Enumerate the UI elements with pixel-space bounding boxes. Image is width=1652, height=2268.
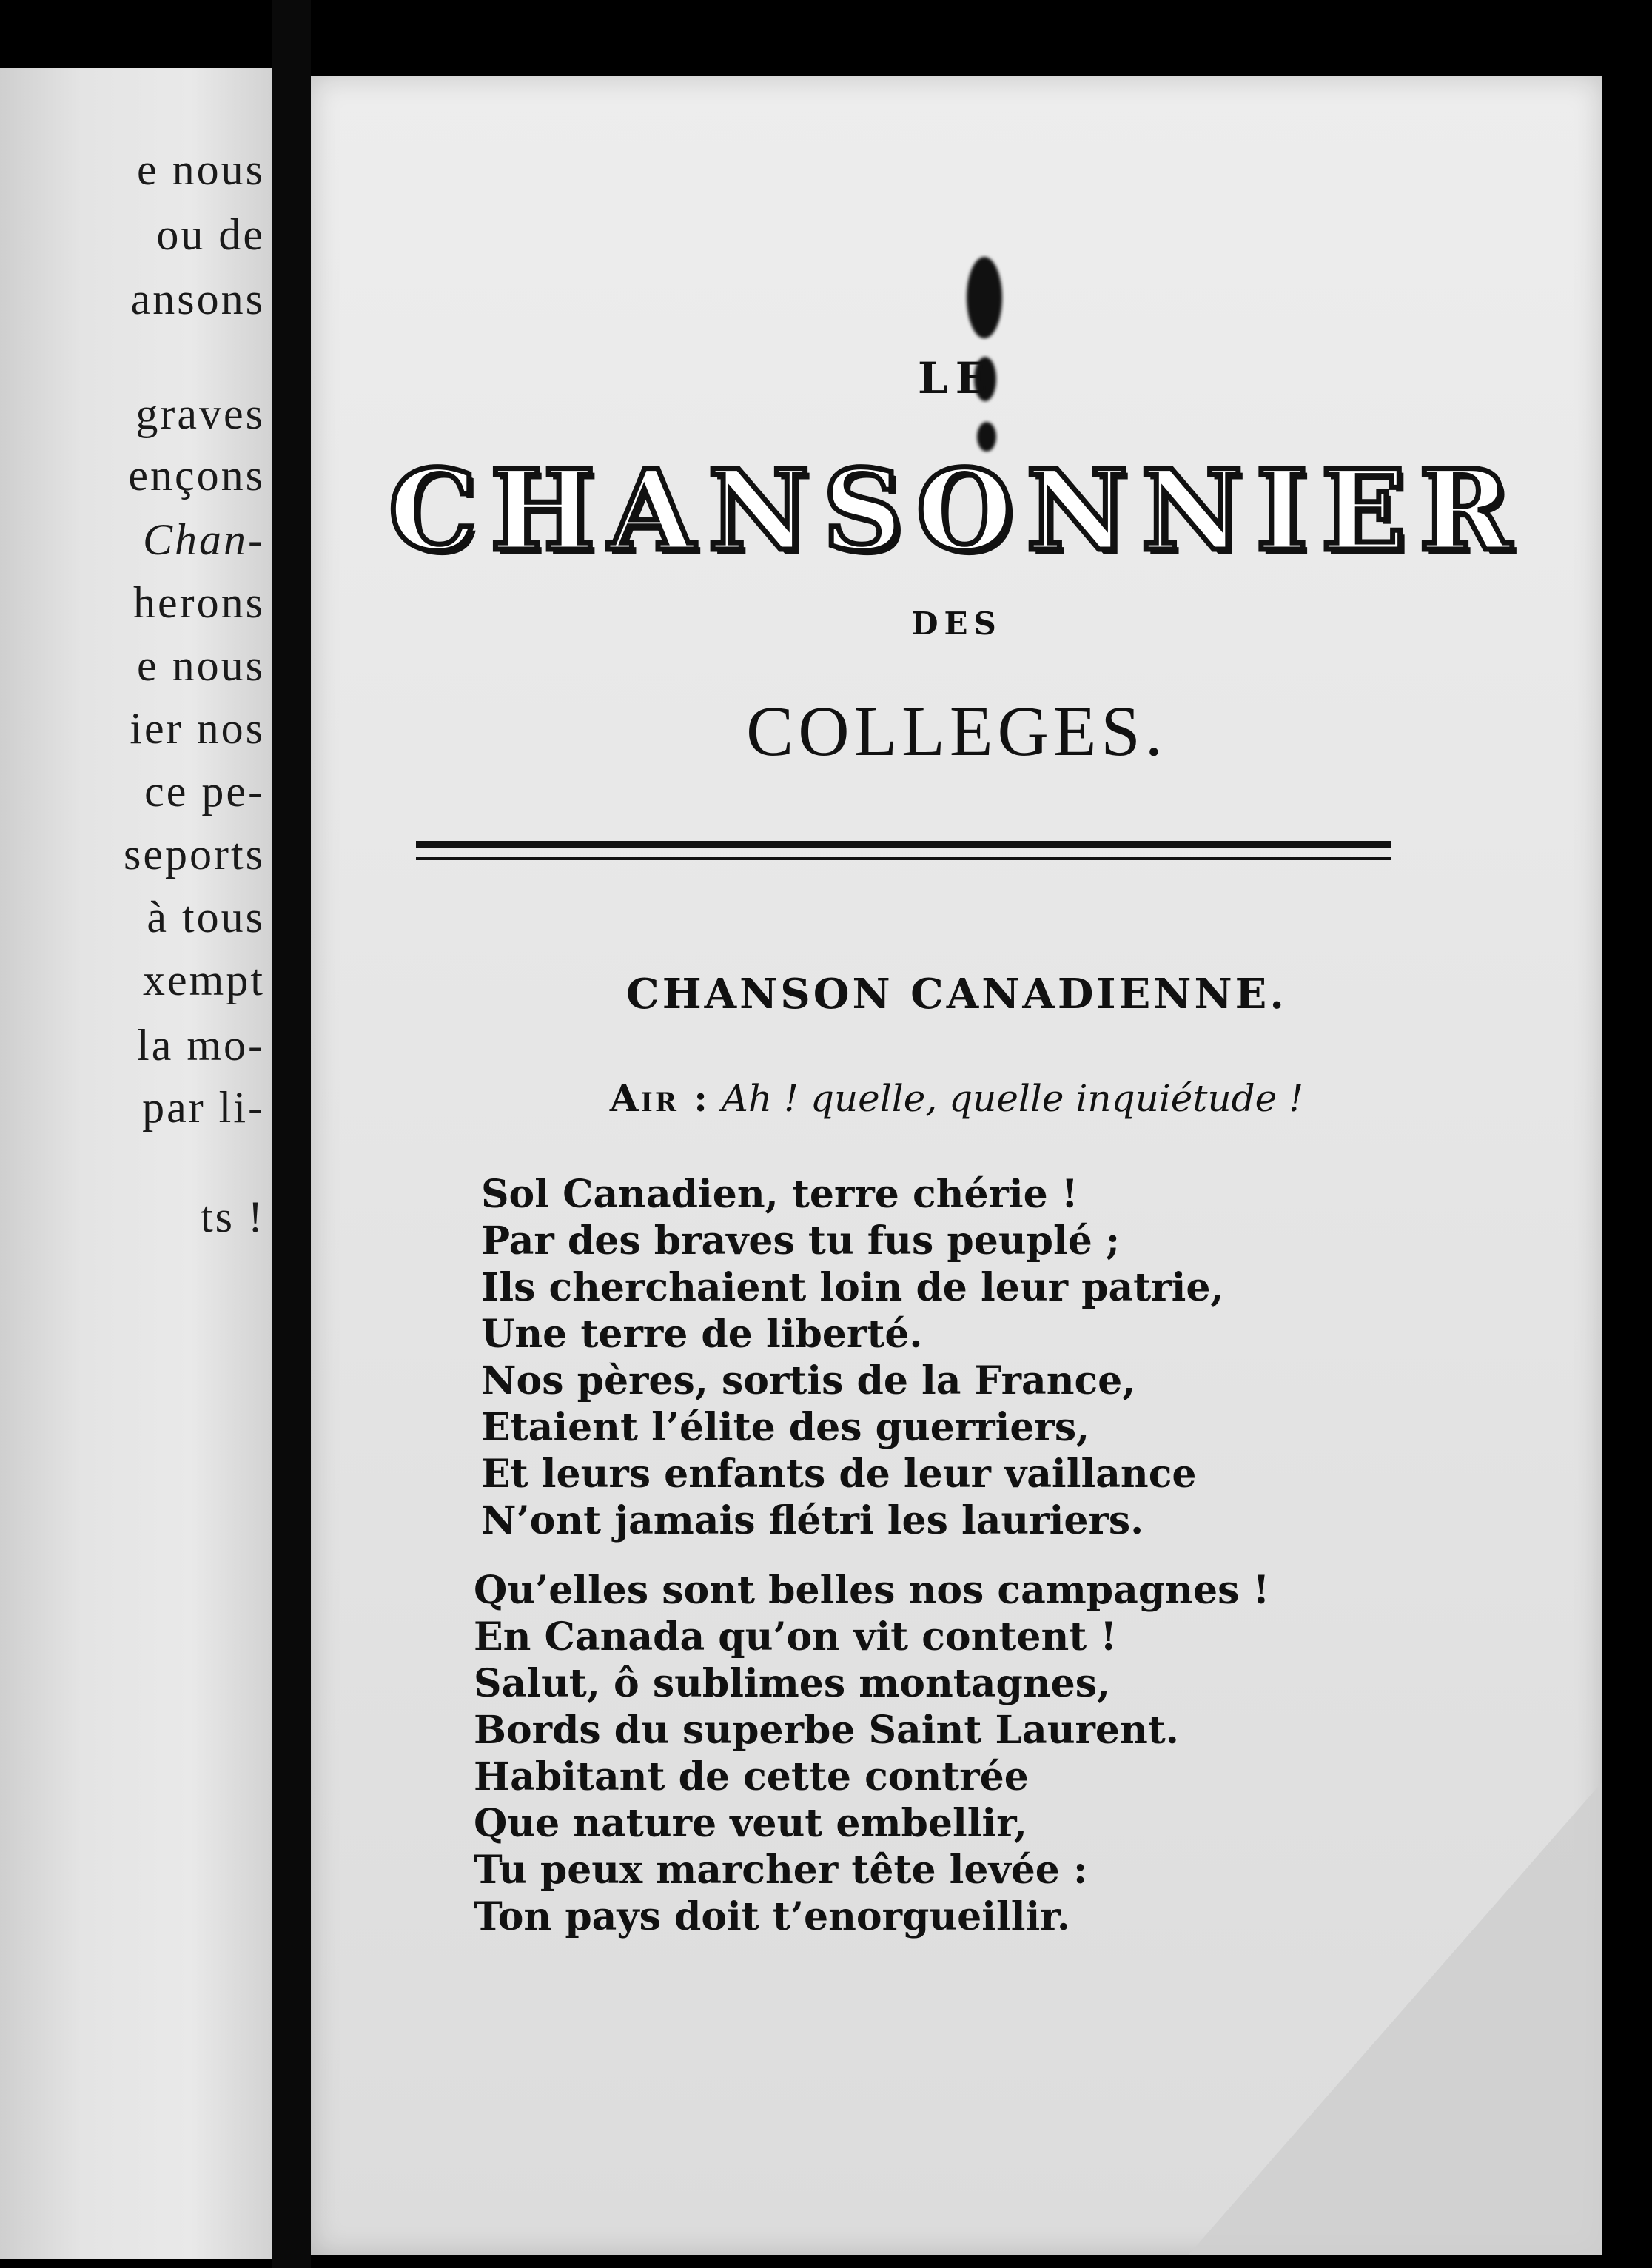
verse-line: Par des braves tu fus peuplé ; xyxy=(481,1218,1121,1264)
left-page-line: xempt xyxy=(143,956,265,1004)
verse-line: Et leurs enfants de leur vaillance xyxy=(481,1452,1197,1497)
left-page-line: ce pe- xyxy=(144,767,265,816)
title-rule-thin xyxy=(416,857,1391,860)
ink-blot xyxy=(967,257,1002,338)
verse-line: Ton pays doit t’enorgueillir. xyxy=(474,1894,1070,1939)
verse-line: Ils cherchaient loin de leur patrie, xyxy=(481,1265,1224,1310)
left-page-line: e nous xyxy=(137,641,265,690)
title-des: DES xyxy=(911,605,1002,642)
verse-line: N’ont jamais flétri les lauriers. xyxy=(481,1498,1144,1543)
verse-line: Salut, ô sublimes montagnes, xyxy=(474,1661,1111,1706)
verse-line: Bords du superbe Saint Laurent. xyxy=(474,1708,1179,1753)
left-page-line: ou de xyxy=(156,210,265,259)
verse-line: Tu peux marcher tête levée : xyxy=(474,1848,1088,1893)
title-page xyxy=(311,76,1602,2255)
verse-2 xyxy=(474,1567,1436,1940)
title-colleges: COLLEGES. xyxy=(746,691,1167,771)
left-page-line: ençons xyxy=(128,451,265,500)
title-rule xyxy=(416,841,1391,848)
air-label: Air : xyxy=(609,1076,710,1120)
verse-1 xyxy=(481,1171,1443,1544)
left-page-line: la mo- xyxy=(137,1021,265,1070)
air-line xyxy=(311,1076,1602,1120)
left-page-line: e nous xyxy=(137,145,265,194)
left-page-line: ansons xyxy=(130,275,265,323)
song-title: CHANSON CANADIENNE. xyxy=(626,970,1287,1019)
book-gutter xyxy=(272,0,311,2268)
left-page-line: par li- xyxy=(142,1083,265,1132)
left-page-line: ier nos xyxy=(130,704,265,753)
verse-line: Habitant de cette contrée xyxy=(474,1754,1029,1799)
verse-line: Que nature veut embellir, xyxy=(474,1801,1027,1846)
left-page-line: graves xyxy=(135,389,265,438)
left-page-line: Chan- xyxy=(143,515,265,564)
air-tune: Ah ! quelle, quelle inquiétude ! xyxy=(721,1077,1304,1120)
verse-line: Etaient l’élite des guerriers, xyxy=(481,1405,1090,1450)
title-chansonnier: CHANSONNIER xyxy=(389,446,1525,576)
verse-line: Sol Canadien, terre chérie ! xyxy=(481,1172,1078,1217)
left-page-line: à tous xyxy=(147,893,265,942)
left-page-fragment xyxy=(0,68,272,2259)
verse-line: Une terre de liberté. xyxy=(481,1312,923,1357)
verse-line: Qu’elles sont belles nos campagnes ! xyxy=(474,1568,1270,1613)
left-page-line: herons xyxy=(133,578,265,627)
verse-line: Nos pères, sortis de la France, xyxy=(481,1358,1136,1403)
left-page-line: seports xyxy=(124,830,265,879)
verse-line: En Canada qu’on vit content ! xyxy=(474,1614,1118,1660)
title-le: LE xyxy=(918,353,995,403)
left-page-line: ts ! xyxy=(201,1192,265,1241)
